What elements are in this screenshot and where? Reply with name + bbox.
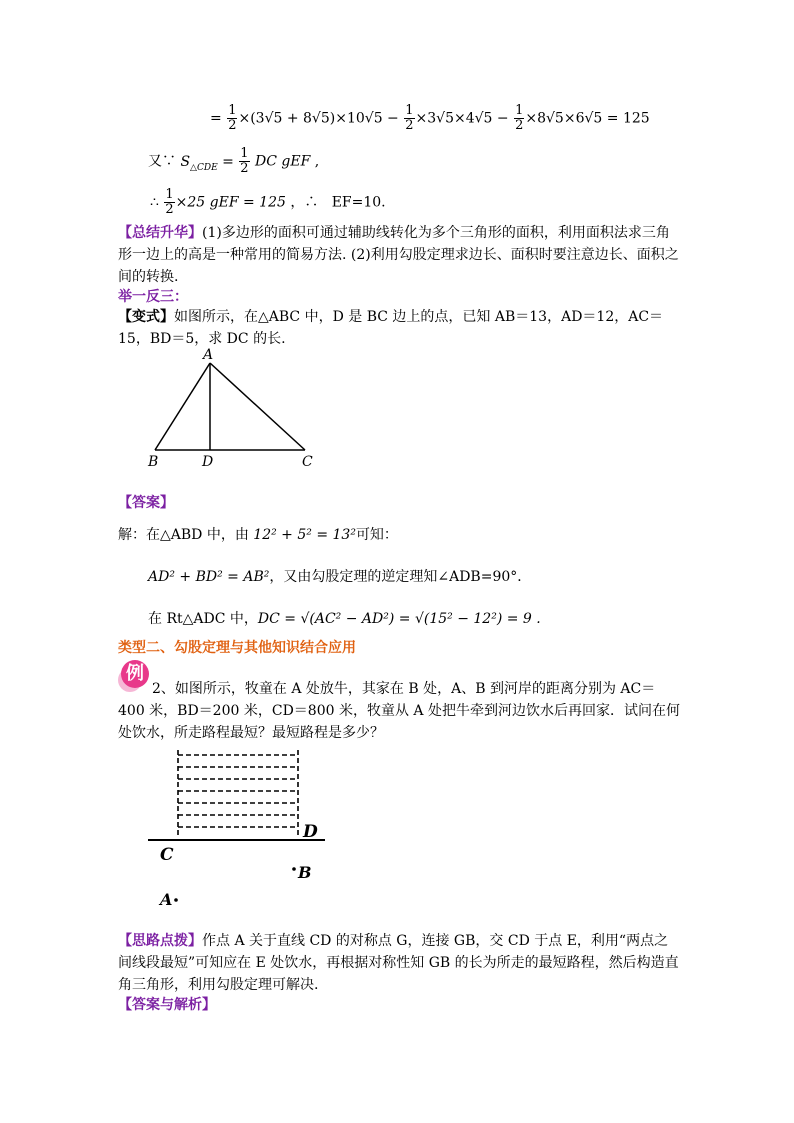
river-figure	[140, 745, 340, 915]
hint-block	[118, 930, 680, 996]
calc-line-3: ∴ $\frac{1}{2}$ ×25 gEF = 125 ，∴ EF=10.	[150, 187, 386, 217]
summary-heading: 【总结升华】	[118, 225, 202, 241]
variant-text: 如图所示，在△ABC 中，D 是 BC 边上的点，已知 AB＝13，AD＝12，AC＝15，BD＝5，求 DC 的长.	[118, 309, 664, 347]
label-a: A	[160, 890, 173, 909]
label-c: C	[302, 454, 313, 470]
calc-line-2: 又∵ $S_{\triangle CDE}$ = $\frac{1}{2}$ DC gEF ,	[148, 146, 320, 176]
analysis-heading: 【答案与解析】	[118, 997, 216, 1013]
problem-text: 2、如图所示，牧童在 A 处放牛，其家在 B 处，A、B 到河岸的距离分别为 AC＝400 米，BD＝200 米，CD＝800 米，牧童从 A 处把牛牵到河边饮水后再回家．试问在何处饮水，所走路程最短？最短路程是多少？	[118, 681, 680, 741]
label-d: D	[303, 822, 318, 842]
example3-heading: 举一反三：	[118, 289, 188, 305]
point-b	[292, 867, 296, 871]
example-badge: 例	[121, 660, 149, 688]
type2-heading: 类型二、勾股定理与其他知识结合应用	[118, 640, 356, 656]
triangle-figure	[140, 345, 330, 470]
hint-heading: 【思路点拨】	[118, 933, 202, 949]
segment-ac	[210, 363, 305, 450]
label-b: B	[148, 454, 159, 470]
variant-label: 【变式】	[118, 309, 174, 325]
answer-line-1: 解：在△ABD 中，由 12² + 5² = 13²可知：	[118, 527, 398, 543]
hint-text: 作点 A 关于直线 CD 的对称点 G，连接 GB，交 CD 于点 E，利用“两点之间线段最短”可知应在 E 处饮水，再根据对称性知 GB 的长为所走的最短路程，然后构造直角三角形，利用勾股定理可解决.	[118, 933, 679, 993]
answer-heading: 【答案】	[118, 495, 174, 511]
summary-text: (1)多边形的面积可通过辅助线转化为多个三角形的面积，利用面积法求三角形一边上的高是一种常用的简易方法. (2)利用勾股定理求边长、面积时要注意边长、面积之间的转换.	[118, 225, 679, 285]
label-c: C	[160, 845, 174, 865]
point-a	[174, 898, 178, 902]
summary-block	[118, 222, 680, 288]
label-a: A	[203, 347, 214, 363]
calc-line-1: = $\frac{1}{2}$ ×(3√5 + 8√5)×10√5 − $\frac{1}{2}$ ×3√5×4√5 − $\frac{1}{2}$ ×8√5×6√5 = 125	[210, 103, 650, 133]
label-d: D	[202, 454, 214, 470]
answer-line-2: AD² + BD² = AB²，又由勾股定理的逆定理知∠ADB=90°．	[148, 569, 532, 585]
segment-ab	[155, 363, 210, 450]
label-b: B	[298, 863, 312, 882]
answer-line-3: 在 Rt△ADC 中，DC = √(AC² − AD²) = √(15² − 12²) = 9 .	[148, 611, 541, 627]
variant-block	[118, 306, 680, 350]
